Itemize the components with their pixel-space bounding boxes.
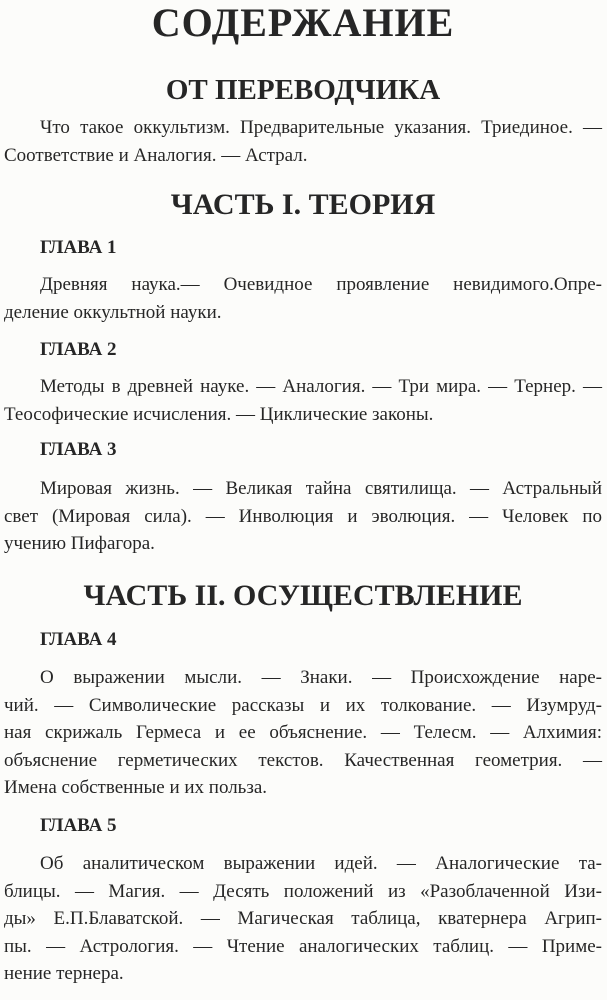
text-line: пы. — Астрология. — Чтение аналогических таблиц. — Приме- <box>4 935 602 957</box>
text-line: О выражении мысли. — Знаки. — Происхождение наре- <box>40 667 602 688</box>
text-line: Соответствие и Аналогия. — Астрал. <box>4 144 308 166</box>
chapter-heading-5: ГЛАВА 5 <box>40 815 117 836</box>
text-line: Что такое оккультизм. Предварительные указания. Триединое. — <box>40 117 602 138</box>
text-line: чий. — Символические рассказы и их толкование. — Изумруд- <box>4 694 602 716</box>
page-title: СОДЕРЖАНИЕ <box>151 0 455 45</box>
part-heading-2: ЧАСТЬ II. ОСУЩЕСТВЛЕНИЕ <box>83 579 523 612</box>
text-line: ды» Е.П.Блаватской. — Магическая таблица, кватернера Агрип- <box>4 908 602 929</box>
chapter-heading-1: ГЛАВА 1 <box>40 237 117 258</box>
chapter-heading-4: ГЛАВА 4 <box>40 629 117 650</box>
text-line: Древняя наука.— Очевидное проявление невидимого.Опре- <box>40 274 602 295</box>
text-line: Методы в древней науке. — Аналогия. — Три мира. — Тернер. — <box>40 376 602 397</box>
text-line: блицы. — Магия. — Десять положений из «Разоблаченной Изи- <box>4 880 602 902</box>
part-heading-1: ЧАСТЬ I. ТЕОРИЯ <box>170 188 436 221</box>
text-line: объяснение герметических текстов. Качественная геометрия. — <box>4 749 602 771</box>
text-line: деление оккультной науки. <box>4 301 222 323</box>
text-line: Мировая жизнь. — Великая тайна святилища. — Астральный <box>40 478 602 499</box>
toc-entry-chapter-5 <box>4 850 602 988</box>
chapter-heading-2: ГЛАВА 2 <box>40 339 117 360</box>
section-heading-translator: ОТ ПЕРЕВОДЧИКА <box>165 74 441 106</box>
toc-entry-translator <box>4 114 602 169</box>
toc-entry-chapter-3 <box>4 475 602 558</box>
chapter-heading-3: ГЛАВА 3 <box>40 439 117 460</box>
toc-entry-chapter-2 <box>4 373 602 428</box>
text-line: Теософические исчисления. — Циклические законы. <box>4 403 434 425</box>
text-line: Об аналитическом выражении идей. — Аналогические та- <box>40 853 602 874</box>
text-line: ная скрижаль Гермеса и ее объяснение. — Телесм. — Алхимия: <box>4 722 602 743</box>
toc-entry-chapter-1 <box>4 271 602 326</box>
text-line: нение тернера. <box>4 963 124 984</box>
text-line: учению Пифагора. <box>4 533 155 554</box>
text-line: Имена собственные и их польза. <box>4 777 268 798</box>
text-line: свет (Мировая сила). — Инволюция и эволюция. — Человек по <box>4 505 602 527</box>
toc-entry-chapter-4 <box>4 664 602 802</box>
